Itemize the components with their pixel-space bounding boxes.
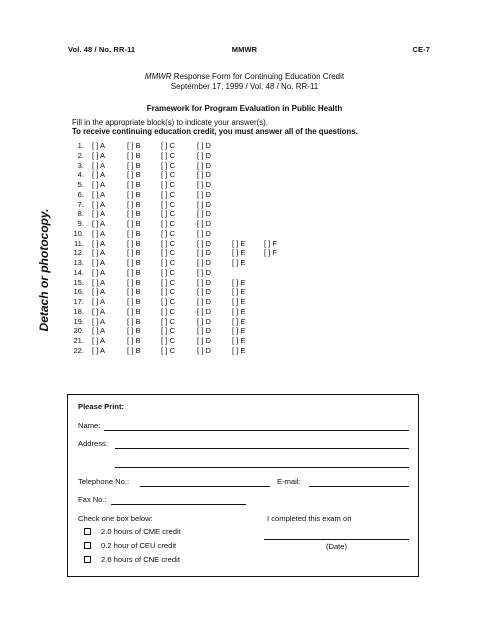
answer-option-c[interactable]: [ ] C [161,248,175,258]
answer-option-b[interactable]: [ ] B [127,150,141,160]
fax-label: Fax No.: [78,495,107,504]
question-number: 19. [73,316,84,326]
answer-option-c[interactable]: [ ] C [161,228,175,238]
answer-option-e[interactable]: [ ] E [232,297,246,306]
answer-option-e[interactable]: [ ] E [232,277,246,287]
check-one-label: Check one box below: [78,514,153,523]
answer-option-b[interactable]: [ ] B [127,180,141,189]
answer-option-d[interactable]: [ ] D [197,306,211,316]
question-number: 15. [73,277,84,287]
answer-option-c[interactable]: [ ] C [161,287,175,297]
answer-option-d[interactable]: [ ] D [197,219,211,228]
answer-option-b[interactable]: [ ] B [127,141,141,150]
answer-option-a[interactable]: [ ] A [92,219,106,228]
answer-option-f[interactable]: [ ] F [264,248,278,258]
answer-option-b[interactable]: [ ] B [127,209,141,219]
answer-option-b[interactable]: [ ] B [127,345,141,355]
answer-option-b[interactable]: [ ] B [127,306,141,316]
question-number: 16. [73,287,84,297]
answer-option-d[interactable]: [ ] D [197,160,211,170]
answer-option-b[interactable]: [ ] B [127,248,141,258]
answer-option-b[interactable]: [ ] B [127,336,141,345]
question-number: 9. [77,219,84,228]
question-number: 3. [77,160,84,170]
header-volume: Vol. 48 / No. RR-11 [68,45,136,54]
answer-option-a[interactable]: [ ] A [92,160,106,170]
answer-option-e[interactable]: [ ] E [232,306,246,316]
question-number: 14. [73,267,84,277]
answer-option-b[interactable]: [ ] B [127,267,141,277]
email-label: E-mail: [277,477,301,486]
answer-option-b[interactable]: [ ] B [127,238,141,248]
answer-option-e[interactable]: [ ] E [232,345,246,355]
answer-option-e[interactable]: [ ] E [232,258,246,267]
answer-option-a[interactable]: [ ] A [92,189,106,199]
completed-exam-label: I completed this exam on [267,514,352,523]
answer-option-b[interactable]: [ ] B [127,316,141,326]
question-number: 5. [77,180,84,189]
question-number: 17. [73,297,84,306]
ceu-credit-label: 0.2 hour of CEU credit [101,541,177,550]
form-subtitle: Framework for Program Evaluation in Public Health [146,104,343,113]
contact-form-box [67,394,419,577]
telephone-field[interactable] [140,486,270,487]
name-label: Name: [78,421,101,430]
answer-option-c[interactable]: [ ] C [161,336,175,345]
form-issue-line: September 17, 1999 / Vol. 48 / No. RR-11 [170,82,319,91]
answer-option-a[interactable]: [ ] A [92,238,106,248]
cme-credit-checkbox[interactable] [84,528,91,535]
cne-credit-label: 2.6 hours of CNE credit [101,555,180,564]
question-number: 18. [73,306,84,316]
answer-option-a[interactable]: [ ] A [92,297,106,306]
question-number: 8. [77,209,84,219]
answer-option-d[interactable]: [ ] D [197,170,211,180]
answer-option-d[interactable]: [ ] D [197,277,211,287]
detach-note: Detach or photocopy. [37,208,51,332]
answer-option-d[interactable]: [ ] D [197,238,211,248]
answer-option-c[interactable]: [ ] C [161,306,175,316]
instruction-fill: Fill in the appropriate block(s) to indicate your answer(s). [72,118,268,127]
answer-option-b[interactable]: [ ] B [127,277,141,287]
telephone-label: Telephone No.: [78,477,130,486]
answer-option-b[interactable]: [ ] B [127,199,141,209]
answer-option-c[interactable]: [ ] C [161,199,175,209]
address-label: Address: [78,439,108,448]
name-field[interactable] [104,430,409,431]
answer-option-a[interactable]: [ ] A [92,326,106,336]
answer-option-d[interactable]: [ ] D [197,228,211,238]
answer-option-e[interactable]: [ ] E [232,238,246,248]
question-number: 22. [73,345,84,355]
answer-option-c[interactable]: [ ] C [161,170,175,180]
answer-option-a[interactable]: [ ] A [92,258,106,267]
question-number: 20. [73,326,84,336]
answer-option-c[interactable]: [ ] C [161,219,175,228]
question-number: 6. [77,189,84,199]
answer-option-a[interactable]: [ ] A [92,170,106,180]
answer-option-a[interactable]: [ ] A [92,228,106,238]
answer-option-d[interactable]: [ ] D [197,180,211,189]
form-title-journal: MMWR [144,72,172,81]
answer-option-d[interactable]: [ ] D [197,248,211,258]
question-number: 21. [73,336,84,345]
answer-option-b[interactable]: [ ] B [127,297,141,306]
question-number: 2. [77,150,84,160]
answer-option-d[interactable]: [ ] D [197,316,211,326]
answer-option-d[interactable]: [ ] D [197,297,211,306]
question-number: 7. [77,199,84,209]
answer-option-a[interactable]: [ ] A [92,287,106,297]
date-label: (Date) [325,542,348,551]
answer-option-b[interactable]: [ ] B [127,170,141,180]
form-title-rest: Response Form for Continuing Education Credit [171,72,345,81]
answer-option-a[interactable]: [ ] A [92,345,106,355]
question-number: 13. [73,258,84,267]
answer-option-a[interactable]: [ ] A [92,306,106,316]
answer-option-e[interactable]: [ ] E [232,316,246,326]
question-number: 12. [73,248,84,258]
answer-option-b[interactable]: [ ] B [127,228,141,238]
answer-option-c[interactable]: [ ] C [161,209,175,219]
answer-option-a[interactable]: [ ] A [92,316,106,326]
answer-option-c[interactable]: [ ] C [161,326,175,336]
answer-option-c[interactable]: [ ] C [161,189,175,199]
answer-option-e[interactable]: [ ] E [232,248,246,258]
question-number: 10. [73,228,84,238]
email-field[interactable] [309,486,409,487]
answer-option-a[interactable]: [ ] A [92,248,106,258]
question-number: 1. [77,141,84,150]
answer-option-c[interactable]: [ ] C [161,267,175,277]
answer-option-d[interactable]: [ ] D [197,150,211,160]
ceu-credit-checkbox[interactable] [84,542,91,549]
header-journal: MMWR [231,45,258,54]
answer-option-d[interactable]: [ ] D [197,189,211,199]
address-field-line2[interactable] [115,467,409,468]
answer-option-d[interactable]: [ ] D [197,287,211,297]
answer-option-e[interactable]: [ ] E [232,287,246,297]
answer-option-c[interactable]: [ ] C [161,277,175,287]
fax-field[interactable] [111,504,246,505]
answer-option-c[interactable]: [ ] C [161,345,175,355]
answer-option-a[interactable]: [ ] A [92,267,106,277]
answer-option-b[interactable]: [ ] B [127,258,141,267]
answer-option-e[interactable]: [ ] E [232,326,246,336]
header-page-code: CE-7 [412,45,430,54]
answer-option-c[interactable]: [ ] C [161,150,175,160]
answer-option-f[interactable]: [ ] F [264,238,278,248]
answer-option-c[interactable]: [ ] C [161,160,175,170]
answer-option-d[interactable]: [ ] D [197,141,211,150]
answer-option-a[interactable]: [ ] A [92,277,106,287]
answer-option-a[interactable]: [ ] A [92,180,106,189]
question-number: 4. [77,170,84,180]
answer-option-d[interactable]: [ ] D [197,209,211,219]
answer-option-b[interactable]: [ ] B [127,189,141,199]
answer-option-b[interactable]: [ ] B [127,287,141,297]
answer-option-e[interactable]: [ ] E [232,336,246,345]
answer-option-d[interactable]: [ ] D [197,258,211,267]
answer-option-d[interactable]: [ ] D [197,326,211,336]
answer-option-c[interactable]: [ ] C [161,316,175,326]
address-field-line1[interactable] [115,448,409,449]
answer-option-a[interactable]: [ ] A [92,141,106,150]
please-print-label: Please Print: [78,402,125,411]
completion-date-field[interactable] [264,539,409,540]
answer-option-c[interactable]: [ ] C [161,297,175,306]
answer-option-b[interactable]: [ ] B [127,326,141,336]
question-number: 11. [74,238,84,248]
answer-option-d[interactable]: [ ] D [197,345,211,355]
instruction-credit: To receive continuing education credit, you must answer all of the questions. [72,127,358,136]
answer-option-c[interactable]: [ ] C [161,238,175,248]
answer-option-a[interactable]: [ ] A [92,199,106,209]
answer-option-a[interactable]: [ ] A [92,209,106,219]
answer-option-d[interactable]: [ ] D [197,199,211,209]
answer-option-a[interactable]: [ ] A [92,336,106,345]
answer-option-c[interactable]: [ ] C [161,180,175,189]
answer-option-b[interactable]: [ ] B [127,160,141,170]
cne-credit-checkbox[interactable] [84,556,91,563]
answer-option-d[interactable]: [ ] D [197,336,211,345]
answer-option-a[interactable]: [ ] A [92,150,106,160]
answer-option-c[interactable]: [ ] C [161,258,175,267]
cme-credit-label: 2.0 hours of CME credit [101,527,181,536]
answer-option-d[interactable]: [ ] D [197,267,211,277]
form-title [0,72,489,82]
answer-option-b[interactable]: [ ] B [127,219,141,228]
answer-option-c[interactable]: [ ] C [161,141,175,150]
